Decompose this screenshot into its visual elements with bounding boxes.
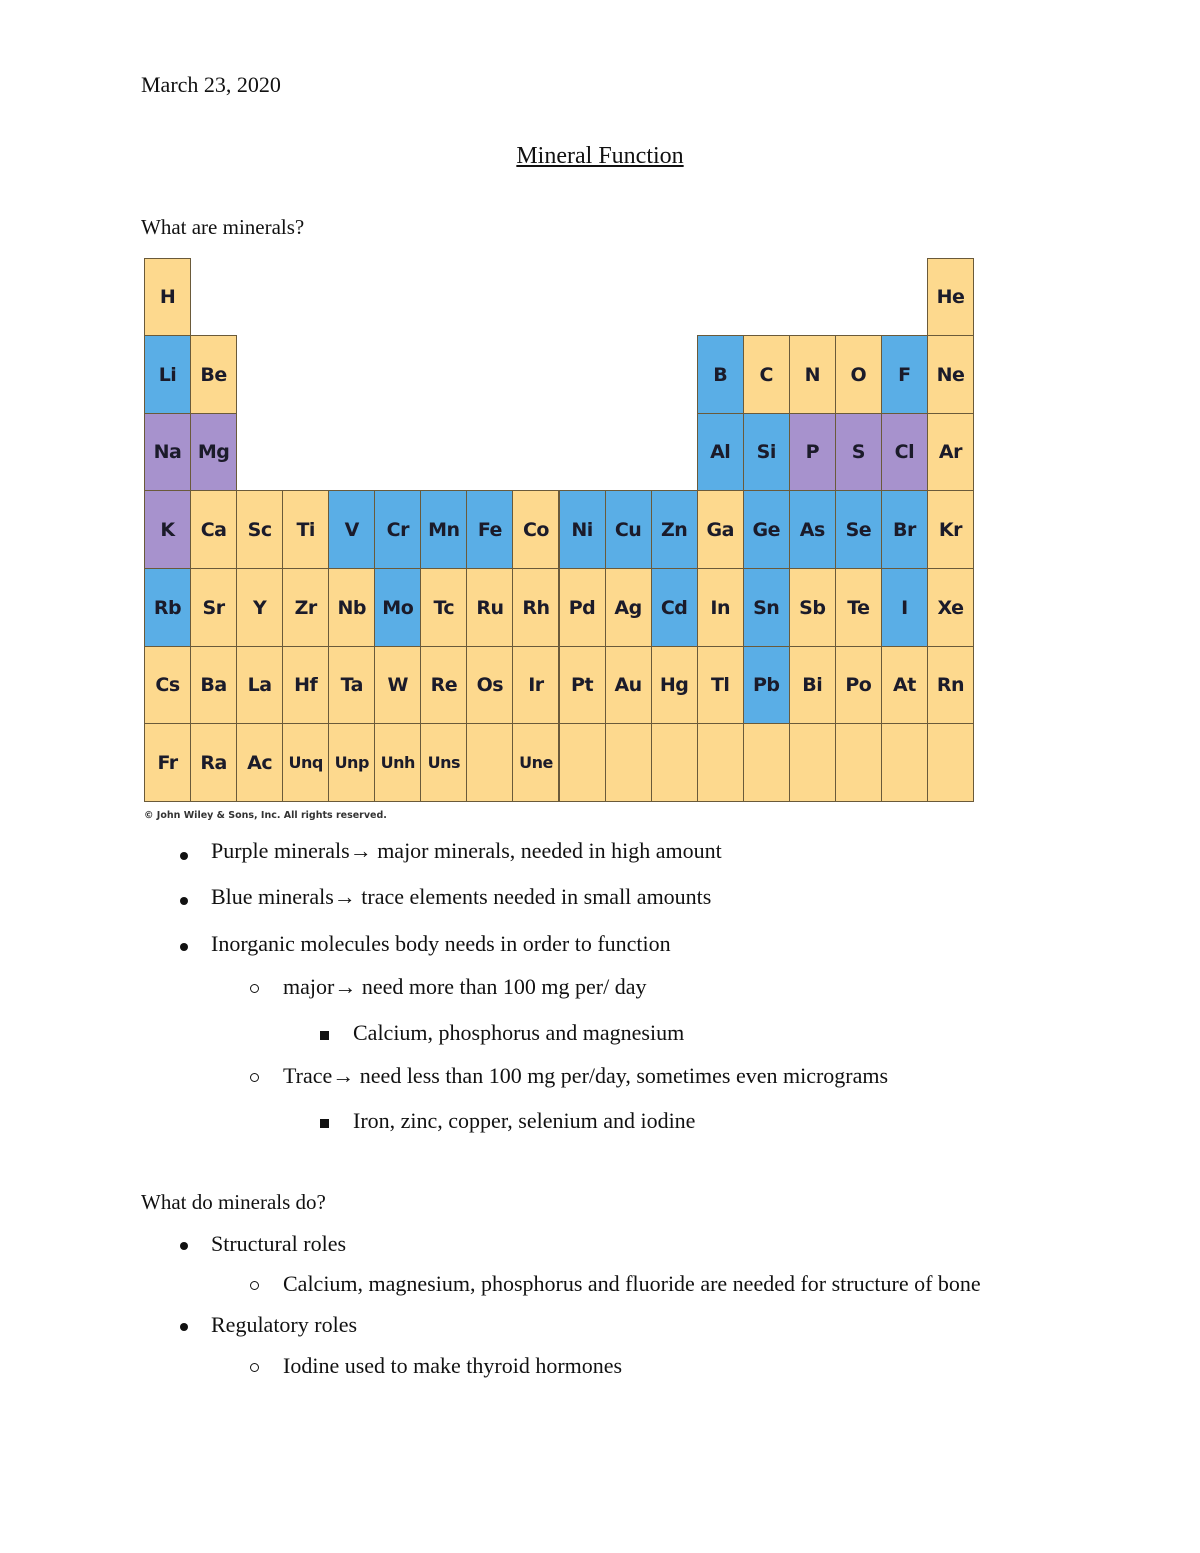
element-cell-sr: Sr [190,568,237,647]
element-cell-nb: Nb [328,568,375,647]
element-cell-re: Re [420,646,467,724]
element-cell-in: In [697,568,744,647]
element-cell-cl: Cl [881,413,928,491]
element-cell-ir: Ir [512,646,559,724]
bullet-inorganic-molecules: Inorganic molecules body needs in order to function [211,931,671,956]
element-cell-ne: Ne [927,335,974,414]
element-cell-empty [697,723,744,802]
element-cell-ti: Ti [282,490,329,569]
element-cell-sn: Sn [743,568,790,647]
document-title: Mineral Function [516,143,684,169]
element-cell-si: Si [743,413,790,491]
element-cell-ta: Ta [328,646,375,724]
element-cell-co: Co [512,490,559,569]
element-cell-ba: Ba [190,646,237,724]
element-cell-unp: Unp [328,723,375,802]
element-cell-pb: Pb [743,646,790,724]
element-cell-empty [927,723,974,802]
periodic-table-image [144,258,973,801]
element-cell-s: S [835,413,882,491]
sub-bullet-major: major→ need more than 100 mg per/ day [283,974,647,999]
element-cell-bi: Bi [789,646,836,724]
element-cell-mn: Mn [420,490,467,569]
sub-bullet-thyroid: Iodine used to make thyroid hormones [283,1353,623,1378]
sub-sub-bullet-square [320,1031,329,1040]
element-cell-rn: Rn [927,646,974,724]
document-date: March 23, 2020 [141,72,281,97]
element-cell-v: V [328,490,375,569]
element-cell-tc: Tc [420,568,467,647]
element-cell-h: H [144,258,191,336]
element-cell-tl: Tl [697,646,744,724]
element-cell-empty [789,723,836,802]
element-cell-po: Po [835,646,882,724]
sub-bullet-circle [250,984,259,993]
element-cell-at: At [881,646,928,724]
sub-bullet-circle [250,1363,259,1372]
trace-minerals-list: Iron, zinc, copper, selenium and iodine [353,1108,696,1133]
element-cell-os: Os [466,646,513,724]
element-cell-empty [559,723,606,802]
element-cell-kr: Kr [927,490,974,569]
element-cell-w: W [374,646,421,724]
element-cell-empty [743,723,790,802]
element-cell-zn: Zn [651,490,698,569]
bullet-regulatory-roles: Regulatory roles [211,1312,358,1337]
sub-bullet-circle [250,1073,259,1082]
element-cell-cd: Cd [651,568,698,647]
element-cell-pt: Pt [559,646,606,724]
element-cell-cr: Cr [374,490,421,569]
bullet-dot [180,1242,188,1250]
sub-sub-bullet-square [320,1119,329,1128]
element-cell-n: N [789,335,836,414]
sub-bullet-trace: Trace→ need less than 100 mg per/day, sometimes even micrograms [283,1063,889,1088]
element-cell-ru: Ru [466,568,513,647]
element-cell-rb: Rb [144,568,191,647]
element-cell-sb: Sb [789,568,836,647]
element-cell-hf: Hf [282,646,329,724]
element-cell-na: Na [144,413,191,491]
element-cell-c: C [743,335,790,414]
element-cell-be: Be [190,335,237,414]
sub-bullet-circle [250,1281,259,1290]
element-cell-empty [881,723,928,802]
element-cell-al: Al [697,413,744,491]
element-cell-hg: Hg [651,646,698,724]
element-cell-fr: Fr [144,723,191,802]
bullet-purple-minerals: Purple minerals→ major minerals, needed in high amount [211,838,722,863]
bullet-structural-roles: Structural roles [211,1231,347,1256]
question-what-are-minerals: What are minerals? [141,215,305,239]
element-cell-ga: Ga [697,490,744,569]
bullet-dot [180,1323,188,1331]
element-cell-fe: Fe [466,490,513,569]
element-cell-une: Une [512,723,559,802]
element-cell-rh: Rh [512,568,559,647]
image-copyright: © John Wiley & Sons, Inc. All rights reserved. [144,810,387,821]
question-what-do-minerals-do: What do minerals do? [141,1190,326,1214]
element-cell-ar: Ar [927,413,974,491]
element-cell-ag: Ag [605,568,652,647]
bullet-blue-minerals: Blue minerals→ trace elements needed in small amounts [211,884,712,909]
element-cell-f: F [881,335,928,414]
element-cell-pd: Pd [559,568,606,647]
element-cell-ni: Ni [559,490,606,569]
element-cell-br: Br [881,490,928,569]
sub-bullet-bone-structure: Calcium, magnesium, phosphorus and fluoride are needed for structure of bone [283,1271,981,1296]
major-minerals-list: Calcium, phosphorus and magnesium [353,1020,685,1045]
element-cell-cs: Cs [144,646,191,724]
element-cell-ra: Ra [190,723,237,802]
element-cell-empty [651,723,698,802]
element-cell-te: Te [835,568,882,647]
element-cell-k: K [144,490,191,569]
element-cell-au: Au [605,646,652,724]
element-cell-as: As [789,490,836,569]
bullet-dot [180,943,188,951]
element-cell-empty [466,723,513,802]
element-cell-he: He [927,258,974,336]
bullet-dot [180,897,188,905]
element-cell-ac: Ac [236,723,283,802]
element-cell-p: P [789,413,836,491]
element-cell-zr: Zr [282,568,329,647]
element-cell-unh: Unh [374,723,421,802]
element-cell-i: I [881,568,928,647]
element-cell-uns: Uns [420,723,467,802]
element-cell-ca: Ca [190,490,237,569]
element-cell-ge: Ge [743,490,790,569]
element-cell-b: B [697,335,744,414]
element-cell-la: La [236,646,283,724]
element-cell-y: Y [236,568,283,647]
element-cell-li: Li [144,335,191,414]
element-cell-o: O [835,335,882,414]
element-cell-xe: Xe [927,568,974,647]
element-cell-empty [605,723,652,802]
element-cell-mg: Mg [190,413,237,491]
element-cell-cu: Cu [605,490,652,569]
element-cell-empty [835,723,882,802]
element-cell-sc: Sc [236,490,283,569]
element-cell-unq: Unq [282,723,329,802]
element-cell-mo: Mo [374,568,421,647]
bullet-dot [180,852,188,860]
element-cell-se: Se [835,490,882,569]
